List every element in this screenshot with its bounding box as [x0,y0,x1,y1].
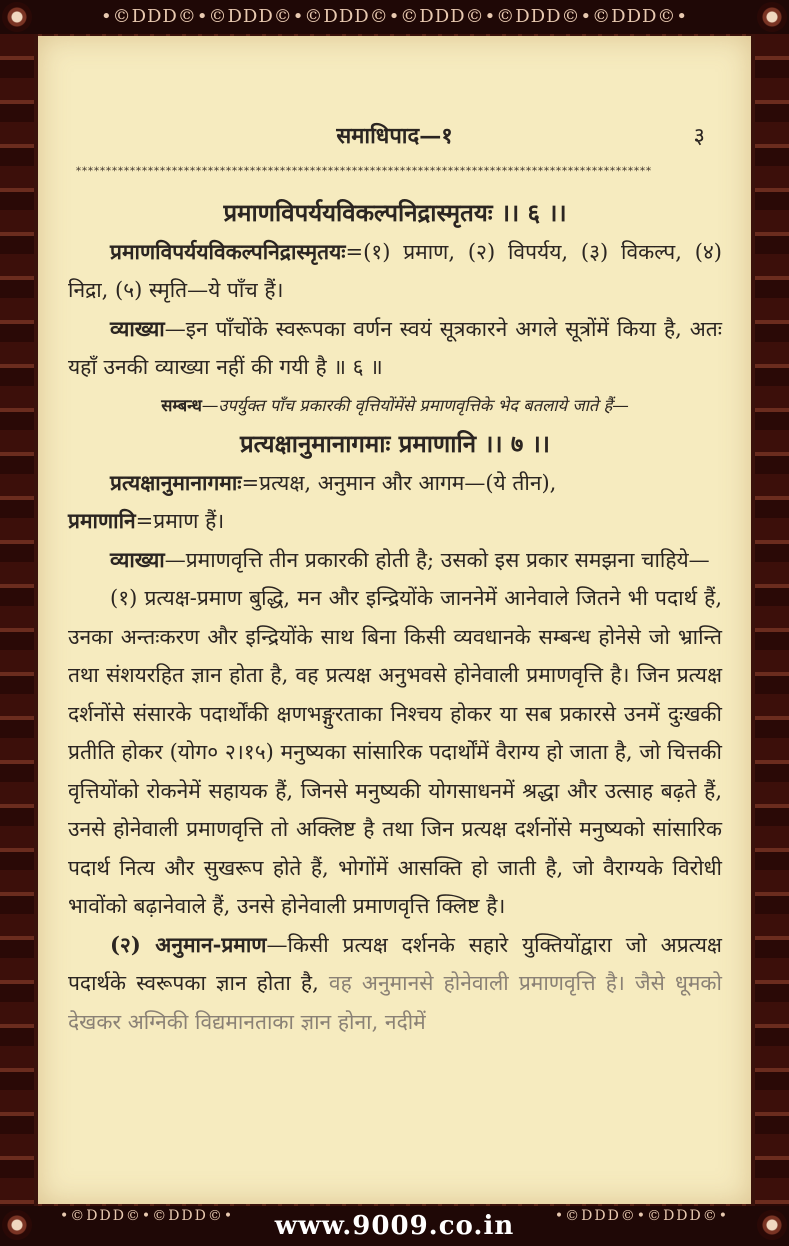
frame-top-border: •©DDD©•©DDD©•©DDD©•©DDD©•©DDD©•©DDD©• [0,0,789,34]
frame-left-border [0,34,34,1206]
website-watermark: www.9009.co.in [274,1211,515,1241]
book-page [38,36,751,1204]
anuman-text-faded: वह अनुमानसे होनेवाली प्रमाणवृत्ति है। जैसे धूमको देखकर अग्निकी विद्यमानताका ज्ञान होना, नदीमें [68,971,722,1034]
sutra-7-meaning [68,464,722,503]
sutra-7-meaning-2 [68,502,722,541]
sutra-7-meaning-text-1: =प्रत्यक्ष, अनुमान और आगम—(ये तीन), [241,470,557,495]
sutra-7-term-2: प्रमाणानि [68,508,136,533]
frame-right-border [755,34,789,1206]
sutra-7: प्रत्यक्षानुमानागमाः प्रमाणानि ।। ७ ।। [240,429,550,458]
anuman-text: —किसी प्रत्यक्ष दर्शनके सहारे युक्तियोंद्वारा जो अप्रत्यक्ष पदार्थके स्वरूपका ज्ञान होता है, [68,932,722,995]
corner-ornament-top-right [757,2,787,32]
pratyaksha-paragraph: (१) प्रत्यक्ष-प्रमाण बुद्धि, मन और इन्द्रियोंके जाननेमें आनेवाले जितने भी पदार्थ हैं, उनका अन्तःकरण और इन्द्रियोंके साथ बिना किसी व्यवधानके सम्बन्ध होनेसे जो भ्रान्ति तथा संशयरहित ज्ञान होता है, वह प्रत्यक्ष अनुभवसे होनेवाली प्रमाणवृत्ति है। जिन प्रत्यक्ष दर्शनोंसे संसारके पदार्थोंकी क्षणभङ्गुरताका निश्चय होकर या सब प्रकारसे उनमें दुःखकी प्रतीति होकर (योग० २।१५) मनुष्यका सांसारिक पदार्थोंमें वैराग्य हो जाता है, जो चित्तकी वृत्तियोंको रोकनेमें सहायक हैं, जिनसे मनुष्यकी योगसाधनमें श्रद्धा और उत्साह बढ़ते हैं, उनसे होनेवाली प्रमाणवृत्ति तो अक्लिष्ट है तथा जिन प्रत्यक्ष दर्शनोंसे मनुष्यको सांसारिक पदार्थ नित्य और सुखरूप होते हैं, भोगोंमें आसक्ति हो जाती है, जो वैराग्यके विरोधी भावोंको बढ़ानेवाले हैं, उनसे होनेवाली प्रमाणवृत्ति क्लिष्ट है। [68,586,722,918]
sambandh-text: —उपर्युक्त पाँच प्रकारकी वृत्तियोंमेंसे प्रमाणवृत्तिके भेद बतलाये जाते हैं— [201,395,629,415]
anuman-label: (२) अनुमान-प्रमाण [110,931,267,957]
vyakhya-7-text: —प्रमाणवृत्ति तीन प्रकारकी होती है; उसको इस प्रकार समझना चाहिये— [164,547,710,572]
page-body [68,194,722,1041]
frame-bottom-ornament-left: •©DDD©•©DDD©• [60,1208,235,1224]
sutra-6: प्रमाणविपर्ययविकल्पनिद्रास्मृतयः ।। ६ ।। [223,198,567,227]
corner-ornament-top-left [2,2,32,32]
sutra-6-meaning-text: =(१) प्रमाण, (२) विपर्यय, (३) विकल्प, (४) निद्रा, (५) स्मृति—ये पाँच हैं। [68,239,722,302]
sutra-7-term-1: प्रत्यक्षानुमानागमाः [110,469,242,495]
sutra-6-term: प्रमाणविपर्ययविकल्पनिद्रास्मृतयः [110,238,346,264]
star-divider: ************************************************************************************************ [76,166,652,177]
vyakhya-6-text: —इन पाँचोंके स्वरूपका वर्णन स्वयं सूत्रकारने अगले सूत्रोंमें किया है, अतः यहाँ उनकी व्याख्या नहीं की गयी है ॥ ६ ॥ [68,316,722,379]
anuman-paragraph [68,926,722,1042]
page-number: ३ [693,124,705,149]
vyakhya-6-label: व्याख्या [110,315,165,341]
page-header [38,118,751,148]
sambandh-label: सम्बन्ध [161,395,202,415]
sutra-6-meaning [68,233,722,310]
vyakhya-6 [68,310,722,387]
frame-bottom-ornament-right: •©DDD©•©DDD©• [554,1208,729,1224]
running-head: समाधिपाद—१ [336,123,453,149]
sutra-7-meaning-text-2: =प्रमाण हैं। [135,509,225,533]
vyakhya-7-label: व्याख्या [110,546,165,572]
sambandh-note [68,387,722,426]
vyakhya-7 [68,541,722,580]
